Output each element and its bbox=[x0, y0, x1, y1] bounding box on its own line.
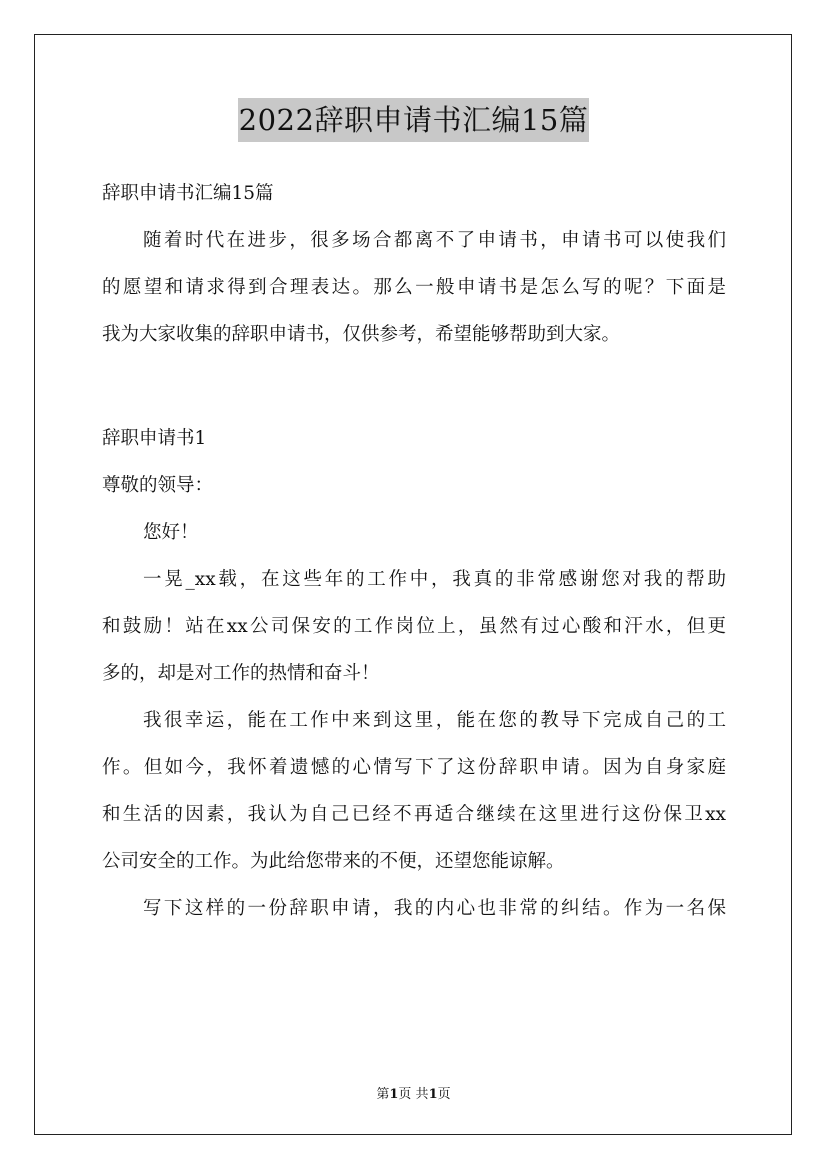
footer-page-number: 1 bbox=[389, 1087, 399, 1102]
footer-page-suffix: 页 bbox=[437, 1087, 451, 1102]
paragraph-1-line-1: 一晃_xx载，在这些年的工作中，我真的非常感谢您对我的帮助 bbox=[143, 569, 726, 590]
letter-salutation: 尊敬的领导： bbox=[102, 475, 214, 496]
title-container bbox=[0, 98, 827, 142]
document-title: 2022辞职申请书汇编15篇 bbox=[238, 98, 590, 142]
paragraph-2-line-2: 作。但如今，我怀着遗憾的心情写下了这份辞职申请。因为自身家庭 bbox=[102, 757, 726, 778]
footer-page-total: 1 bbox=[428, 1087, 438, 1102]
paragraph-3-line-1: 写下这样的一份辞职申请，我的内心也非常的纠结。作为一名保 bbox=[143, 898, 726, 919]
section-gap bbox=[102, 358, 726, 415]
footer-page-mid: 页 共 bbox=[398, 1087, 429, 1102]
intro-line-2: 的愿望和请求得到合理表达。那么一般申请书是怎么写的呢？下面是 bbox=[102, 277, 726, 298]
paragraph-2-line-3: 和生活的因素，我认为自己已经不再适合继续在这里进行这份保卫xx bbox=[102, 804, 726, 825]
footer-page-prefix: 第 bbox=[376, 1087, 390, 1102]
paragraph-1-line-3: 多的，却是对工作的热情和奋斗！ bbox=[102, 663, 380, 684]
document-body bbox=[102, 170, 726, 932]
paragraph-2-line-1: 我很幸运，能在工作中来到这里，能在您的教导下完成自己的工 bbox=[143, 710, 726, 731]
letter-heading: 辞职申请书1 bbox=[102, 428, 207, 449]
page-footer bbox=[0, 1083, 827, 1102]
letter-greeting: 您好！ bbox=[143, 522, 199, 543]
document-subtitle: 辞职申请书汇编15篇 bbox=[102, 183, 274, 204]
paragraph-2-line-4: 公司安全的工作。为此给您带来的不便，还望您能谅解。 bbox=[102, 851, 565, 872]
intro-line-3: 我为大家收集的辞职申请书，仅供参考，希望能够帮助到大家。 bbox=[102, 324, 621, 345]
paragraph-1-line-2: 和鼓励！站在xx公司保安的工作岗位上，虽然有过心酸和汗水，但更 bbox=[102, 616, 726, 637]
intro-line-1: 随着时代在进步，很多场合都离不了申请书，申请书可以使我们 bbox=[143, 230, 726, 251]
